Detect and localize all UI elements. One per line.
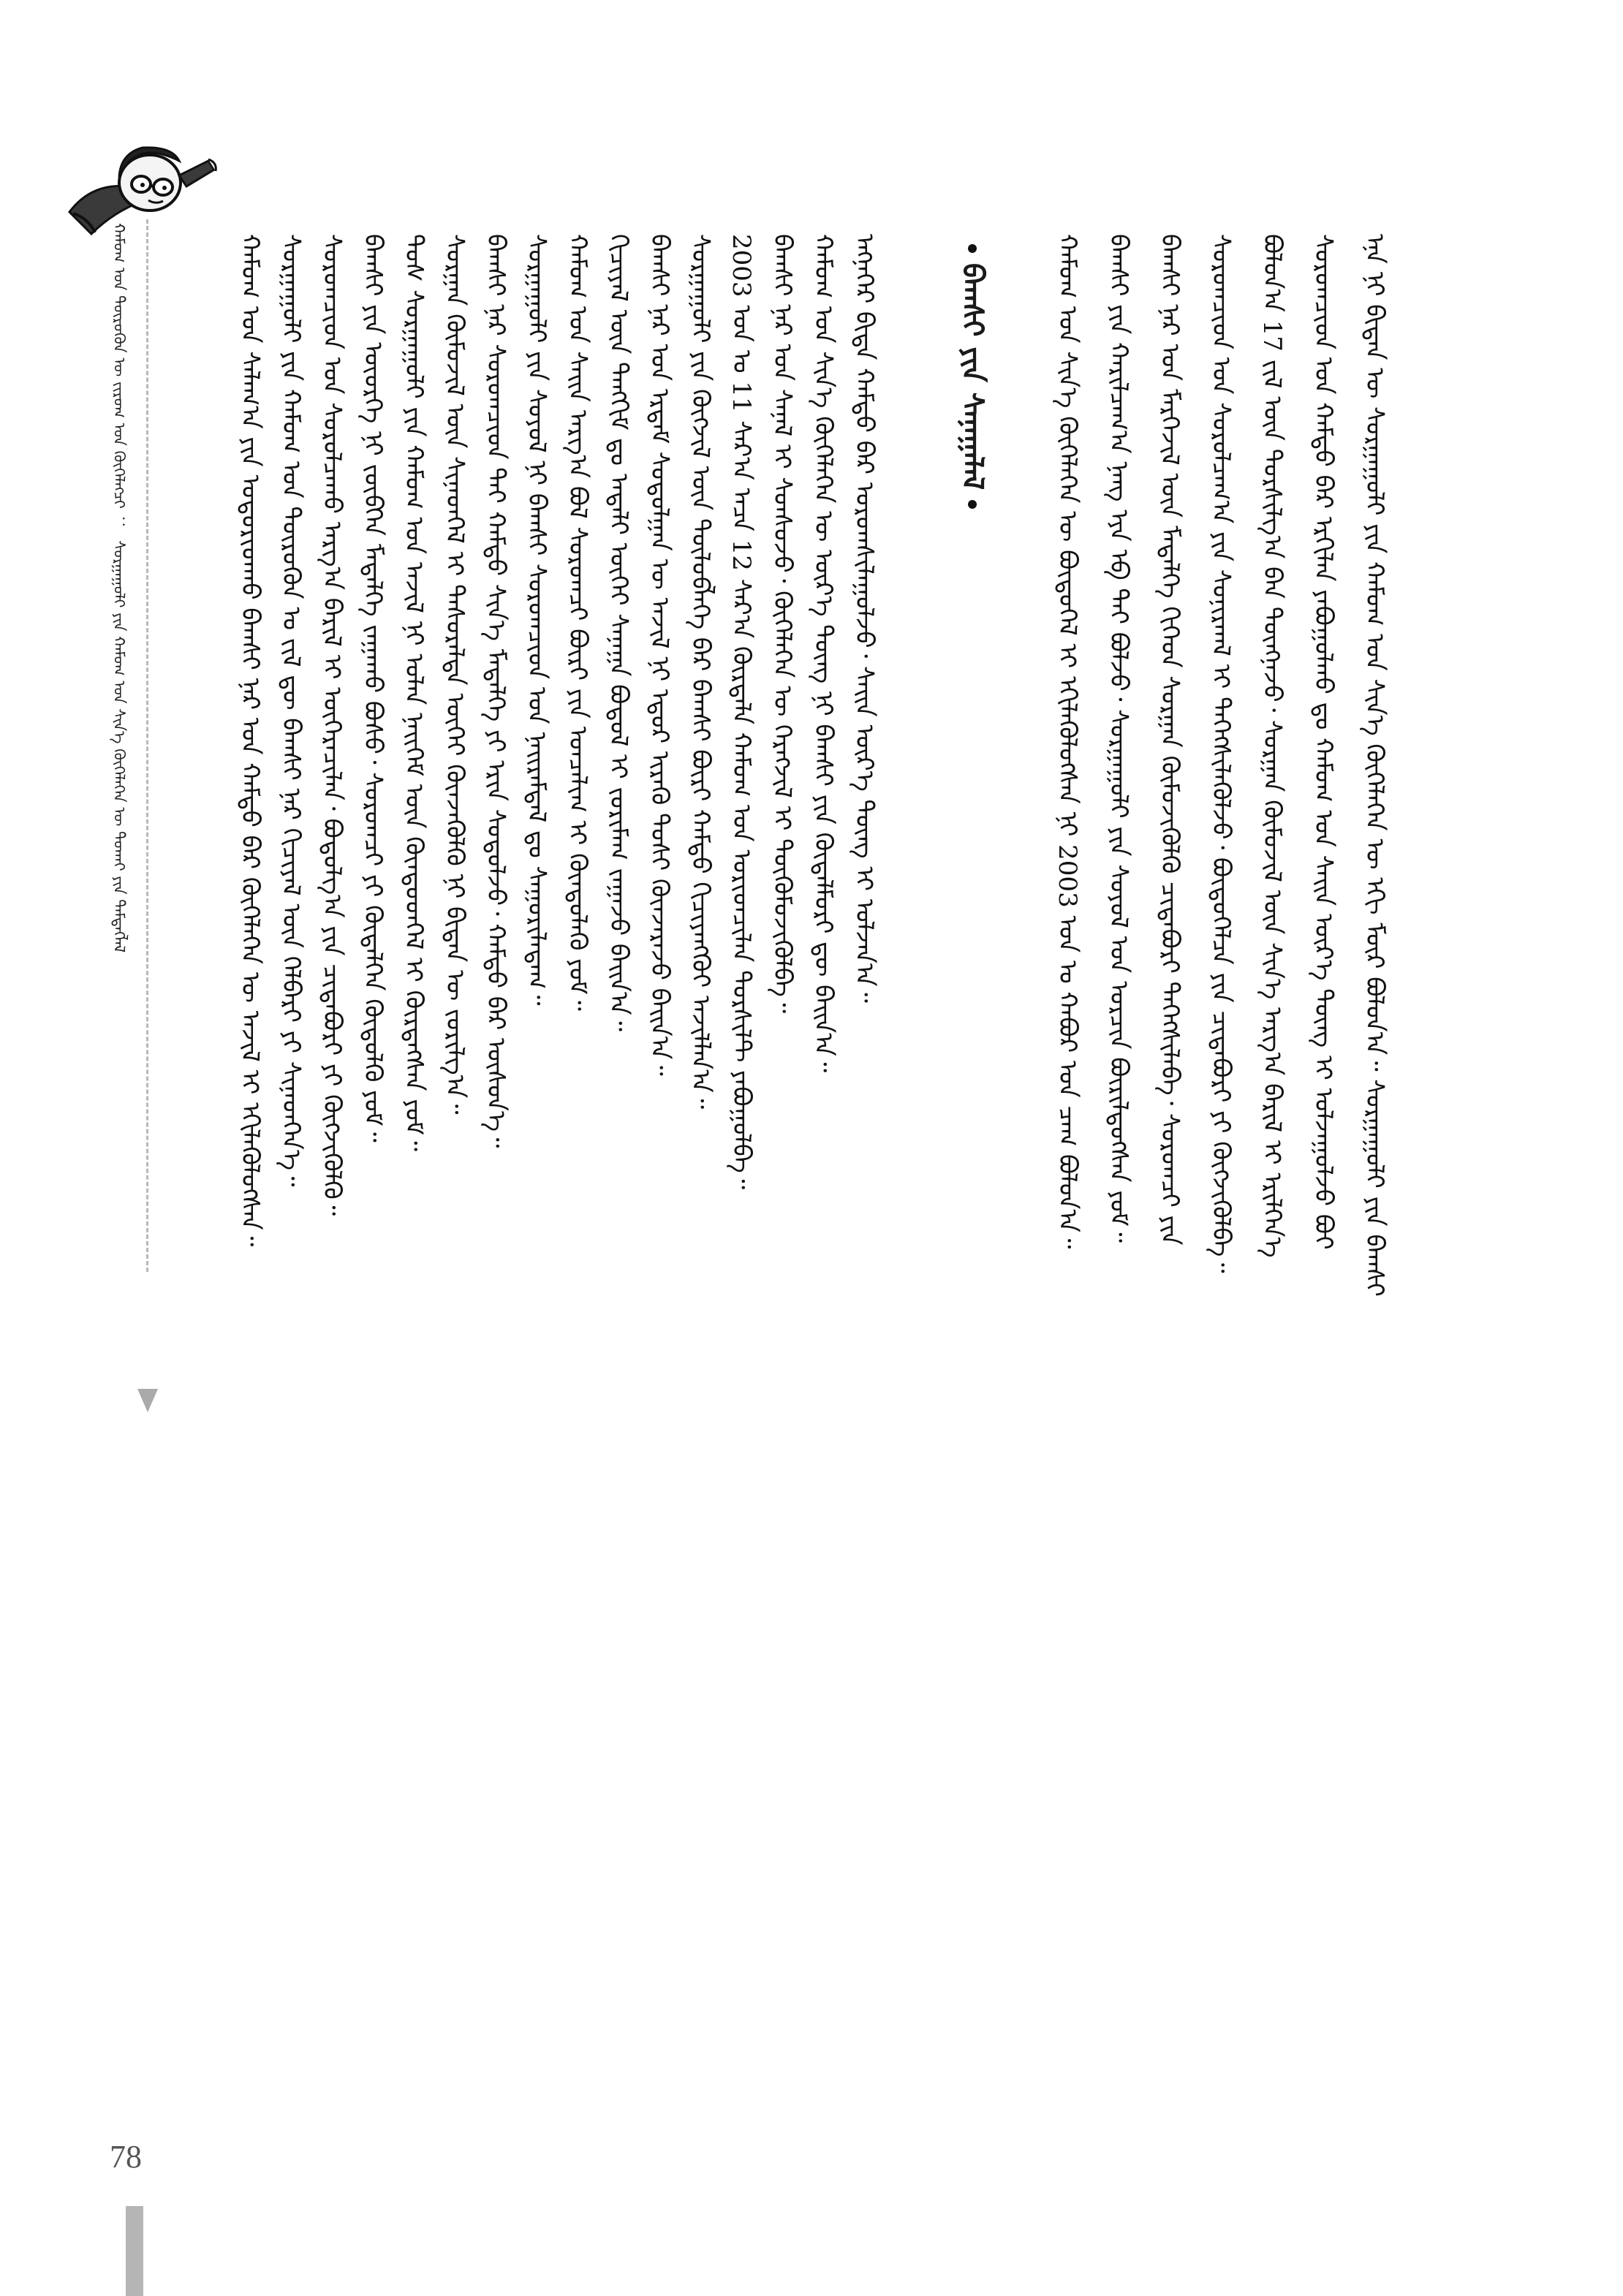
triangle-marker-icon (137, 1389, 158, 1412)
text-column: ᠡᠨᠡ ᠨᠢ ᠪᠢᠳᠡᠨ ᠦ ᠰᠤᠷᠭᠠᠭᠤᠯᠢ ᠶᠢᠨ ᠬᠠᠮᠤᠭ ᠤᠨ ᠰᠢᠨ᠎ᠡ ᠬᠥᠭᠡᠯᠡᠭᠡᠨ ᠦ ᠡᠬᠢ ᠮᠥᠷ ᠪᠣᠯᠤᠨ᠎ᠠ᠃ ᠰᠤᠷᠭᠠᠭᠤᠯᠢ ᠶᠢᠨ ᠪᠠᠭᠰᠢ (1360, 234, 1389, 1297)
text-column: ᠪᠠᠭᠰᠢ ᠨᠠᠷ ᠤᠨ ᠮᠡᠷᠭᠡᠵᠢᠯ ᠦᠨ ᠮᠡᠳᠡᠯᠭᠡ ᠬᠢᠬᠡᠳ ᠰᠤᠷᠭᠠᠨ ᠬᠦᠮᠦᠵᠢᠭᠦᠯᠬᠦ ᠴᠢᠳᠠᠪᠤᠷᠢ ᠳᠡᠭᠡᠭᠰᠢᠯᠡᠪᠡ᠂ ᠰᠤᠷᠤᠭᠴᠢ ᠶᠢᠨ (1155, 234, 1184, 1246)
section-heading (950, 234, 994, 585)
text-column: ᠪᠠᠭᠰᠢ ᠶᠢᠨ ᠬᠠᠷᠢᠯᠴᠠᠭ᠎ᠠ ᠨᠡᠩ ᠡᠶᠡ ᠡᠪ ᠲᠡᠢ ᠪᠣᠯᠵᠤ᠂ ᠰᠤᠷᠭᠠᠭᠤᠯᠢ ᠶᠢᠨ ᠰᠣᠶᠤᠯ ᠤᠨ ᠤᠷᠴᠢᠨ ᠪᠦᠷᠢᠯᠳᠦᠭᠰᠡᠨ ᠶᠤᠮ᠃ (1104, 234, 1133, 1243)
bullet-icon (968, 244, 977, 253)
text-column: ᠰᠤᠷᠤᠭᠴᠢᠳ ᠤᠨ ᠬᠠᠮᠲᠤ ᠪᠡᠷ ᠡᠷᠬᠢᠯᠡᠨ ᠶᠠᠪᠤᠭᠤᠯᠬᠤ ᠳᠤ ᠬᠠᠮᠤᠭ ᠤᠨ ᠰᠠᠢᠨ ᠦᠷ᠎ᠡ ᠳᠦᠩ ᠢ ᠣᠯᠵᠠᠭᠤᠯᠵᠤ ᠪᠣᠢ (1309, 234, 1338, 1250)
text-column: ᠰᠤᠷᠤᠭᠴᠢᠳ ᠤᠨ ᠰᠤᠷᠤᠯᠴᠠᠬᠤ ᠠᠷᠭ᠎ᠠ ᠪᠠᠷᠢᠯ ᠢ ᠥᠭᠡᠷᠡᠴᠢᠯᠡᠨ᠂ ᠪᠤᠳᠤᠯᠭ᠎ᠠ ᠶᠢᠨ ᠴᠢᠳᠠᠪᠤᠷᠢ ᠶᠢ ᠬᠥᠭᠵᠢᠭᠦᠯᠬᠦ᠃ (317, 234, 347, 1216)
running-head-subtitle: ᠰᠤᠷᠭᠠᠭᠤᠯᠢ ᠶᠢᠨ ᠬᠠᠮᠤᠭ ᠤᠨ ᠰᠢᠨ᠎ᠡ ᠬᠥᠭᠡᠯᠡᠭᠡᠨ ᠦ ᠲᠤᠬᠠᠢ ᠶᠢᠨ ᠲᠡᠮᠳᠡᠭᠯᠡᠯ (110, 540, 128, 953)
running-head-dashed-rule (146, 219, 148, 1272)
running-head-separator: ： (110, 516, 128, 533)
text-column: ᠪᠣᠯᠤᠨ᠎ᠠ 17 ᠵᠢᠯ ᠦᠨ ᠲᠤᠷᠰᠢᠯᠭ᠎ᠠ ᠪᠠᠨ ᠳᠦᠩᠨᠡᠵᠦ᠂ ᠰᠤᠷᠭᠠᠨ ᠬᠦᠮᠦᠵᠢᠯ ᠦᠨ ᠰᠢᠨ᠎ᠡ ᠠᠷᠭ᠎ᠠ ᠪᠠᠷᠢᠯ ᠢ ᠡᠷᠢᠯᠬᠡᠨ᠎ᠡ (1257, 234, 1287, 1258)
bullet-icon (968, 500, 977, 509)
text-column: ᠰᠤᠷᠤᠭᠴᠢᠳ ᠤᠨ ᠰᠤᠷᠤᠯᠴᠠᠭ᠎ᠠ ᠶᠢᠨ ᠰᠣᠨᠢᠷᠬᠠᠯ ᠢ ᠳᠡᠭᠡᠭᠰᠢᠯᠡᠭᠦᠯᠵᠦ᠂ ᠪᠦᠲᠦᠭᠡᠯᠴᠡ ᠶᠢᠨ ᠴᠢᠳᠠᠪᠤᠷᠢ ᠶᠢ ᠬᠥᠭᠵᠢᠭᠦᠯᠪᠡ᠃ (1206, 234, 1236, 1273)
text-column: ᠰᠤᠷᠭᠠᠭᠤᠯᠢ ᠶᠢᠨ ᠰᠣᠶᠤᠯ ᠨᠢ ᠪᠠᠭᠰᠢ ᠰᠤᠷᠤᠭᠴᠢᠳ ᠤᠨ ᠨᠠᠢᠷᠠᠮᠳᠠᠯ ᠳᠤ ᠰᠠᠭᠤᠷᠢᠯᠠᠳᠠᠭ᠃ (522, 234, 551, 1006)
text-column: ᠬᠠᠮᠤᠭ ᠤᠨ ᠰᠢᠨ᠎ᠡ ᠬᠥᠭᠡᠯᠡᠭᠡᠨ ᠦ ᠪᠦᠲᠦᠭᠡᠯ ᠢ ᠡᠬᠢᠯᠡᠭᠦᠯᠦᠭᠰᠡᠨ ᠨᠢ 2003 ᠣᠨ ᠤ ᠬᠠᠪᠤᠷ ᠤᠨ ᠴᠠᠭ ᠪᠣᠯᠤᠨ᠎ᠠ᠃ (1053, 234, 1082, 1249)
text-column: ᠰᠤᠷᠭᠠᠨ ᠬᠦᠮᠦᠵᠢᠯ ᠦᠨ ᠰᠢᠨᠡᠳᠭᠡᠯ ᠢ ᠲᠠᠰᠤᠷᠠᠯᠲᠠ ᠦᠭᠡᠢ ᠭᠦᠨᠵᠡᠭᠦᠯᠬᠦ ᠨᠢ ᠪᠢᠳᠡᠨ ᠦ ᠵᠣᠷᠢᠯᠭ᠎ᠠ᠃ (440, 234, 469, 1115)
text-column: ᠪᠠᠭᠰᠢ ᠶᠢᠨ ᠦᠦᠷᠭᠡ ᠨᠢ ᠵᠥᠪᠬᠡᠨ ᠮᠡᠳᠡᠯᠭᠡ ᠵᠠᠭᠠᠬᠤ ᠪᠤᠰᠤ᠂ ᠰᠤᠷᠤᠭᠴᠢ ᠶᠢ ᠬᠥᠳᠡᠯᠭᠡᠨ ᠬᠥᠲᠦᠯᠬᠦ ᠶᠤᠮ᠃ (358, 234, 387, 1143)
text-column: ᠬᠠᠮᠤᠭ ᠤᠨ ᠰᠢᠨ᠎ᠡ ᠬᠥᠭᠡᠯᠡᠭᠡᠨ ᠦ ᠦᠷ᠎ᠡ ᠳᠦᠩ ᠨᠢ ᠪᠠᠭᠰᠢ ᠶᠢᠨ ᠬᠥᠳᠡᠯᠮᠦᠷᠢ ᠳᠦ ᠪᠠᠢᠨ᠎ᠠ᠃ (809, 234, 838, 1073)
section-heading-text: ᠪᠠᠭᠰᠢ ᠶᠢᠨ ᠰᠠᠨᠠᠭᠠᠯᠠᠯ (956, 263, 990, 490)
text-column: 2003 ᠣᠨ ᠤ 11 ᠰᠠᠷ᠎ᠠ ᠠᠴᠠ 12 ᠰᠠᠷ᠎ᠠ ᠬᠦᠷᠲᠡᠯᠡ ᠬᠠᠮᠤᠭ ᠤᠨ ᠤᠷᠢᠳᠴᠢᠯᠠᠨ ᠲᠤᠷᠰᠢᠯᠲ ᠶᠠᠪᠤᠭᠤᠯᠪᠠ᠃ (727, 234, 756, 1190)
text-column: ᠪᠠᠭᠰᠢ ᠨᠠᠷ ᠤᠨ ᠡᠷᠳᠡᠮ ᠰᠤᠳᠤᠯᠭᠠᠨ ᠦ ᠠᠵᠢᠯ ᠨᠢ ᠡᠳᠦᠷ ᠢᠷᠡᠬᠦ ᠲᠤᠰᠢ ᠭᠦᠨᠵᠡᠷᠡᠵᠦ ᠪᠠᠢᠨ᠎ᠠ᠃ (645, 234, 674, 1076)
running-head-title: ᠬᠠᠮᠤᠭ ᠤᠨ ᠲᠦᠷᠦᠭᠦᠨ ᠦ ᠵᠢᠷᠤᠭ ᠤᠨ ᠬᠥᠭᠡᠯᠡᠭᠴᠢ (110, 223, 128, 509)
text-column: ᠬᠠᠮᠤᠭ ᠤᠨ ᠰᠠᠯᠠᠭ᠎ᠠ ᠶᠢᠨ ᠤᠳᠤᠷᠢᠳᠬᠤ ᠪᠠᠭᠰᠢ ᠨᠠᠷ ᠤᠨ ᠬᠠᠮᠲᠤ ᠪᠡᠷ ᠬᠥᠭᠡᠯᠡᠭᠡᠨ ᠦ ᠠᠵᠢᠯ ᠢ ᠡᠬᠢᠯᠡᠭᠦᠯᠦᠭᠰᠡᠨ᠃ (235, 234, 265, 1247)
text-column: ᠰᠤᠷᠭᠠᠭᠤᠯᠢ ᠶᠢᠨ ᠬᠠᠮᠤᠭ ᠤᠨ ᠲᠦᠷᠦᠭᠦᠨ ᠤ ᠵᠢᠯ ᠳᠦ ᠪᠠᠭᠰᠢ ᠨᠠᠷ ᠬᠢᠴᠢᠶᠡᠯ ᠦᠨ ᠬᠡᠯᠪᠡᠷᠢ ᠶᠢ ᠰᠢᠨᠡᠳᠭᠡᠨ᠎ᠡ᠃ (276, 234, 306, 1187)
text-column: ᠪᠠᠭᠰᠢ ᠨᠠᠷ ᠤᠨ ᠰᠠᠨᠠᠯ ᠢ ᠰᠣᠨᠰᠤᠵᠤ᠂ ᠬᠥᠭᠡᠯᠡᠭᠡᠨ ᠦ ᠬᠡᠷᠡᠭᠵᠢᠯ ᠢ ᠳᠦᠭᠦᠮᠦᠵᠢᠭᠦᠯᠪᠡ᠃ (768, 234, 797, 1014)
page-edge-bar (126, 2206, 143, 2296)
text-column: ᠰᠤᠷᠭᠠᠭᠤᠯᠢ ᠶᠢᠨ ᠬᠥᠭᠵᠢᠯ ᠦᠨ ᠲᠥᠯᠦᠪᠯᠡᠭᠡ ᠪᠠᠷ ᠪᠠᠭᠰᠢ ᠪᠦᠷᠢ ᠬᠠᠮᠲᠤ ᠬᠢᠴᠢᠶᠡᠩᠭᠦᠢ ᠠᠵᠢᠯᠯᠠᠨ᠎ᠠ᠃ (686, 234, 715, 1110)
text-column: ᠲᠤᠰ ᠰᠤᠷᠭᠠᠭᠤᠯᠢ ᠶᠢᠨ ᠬᠠᠮᠤᠭ ᠤᠨ ᠠᠵᠢᠯ ᠨᠢ ᠣᠯᠠᠨ ᠨᠡᠢᠭᠡᠮ ᠦᠨ ᠬᠦᠨᠳᠦᠳᠬᠡᠯ ᠢ ᠬᠦᠷᠲᠡᠭᠰᠡᠨ ᠶᠤᠮ᠃ (399, 234, 428, 1152)
text-column: ᠬᠢᠴᠢᠶᠡᠯ ᠦᠨ ᠲᠠᠩᠬᠢᠮ ᠳᠤ ᠠᠳᠠᠯᠢ ᠦᠭᠡᠢ ᠰᠠᠨᠠᠭᠠ ᠪᠣᠳᠤᠯ ᠢ ᠵᠣᠷᠢᠮᠠᠭ ᠵᠠᠭᠠᠵᠤ ᠪᠠᠢᠨ᠎ᠠ᠃ (604, 234, 633, 1031)
text-column: ᠬᠠᠮᠤᠭ ᠤᠨ ᠰᠠᠢᠨ ᠠᠷᠭ᠎ᠠ ᠪᠣᠯ ᠰᠤᠷᠤᠭᠴᠢ ᠪᠦᠷᠢ ᠶᠢᠨ ᠣᠨᠴᠠᠯᠢᠭ ᠢ ᠬᠦᠨᠳᠦᠯᠡᠬᠦ ᠶᠤᠮ᠃ (563, 234, 592, 1011)
page-number: 78 (110, 2139, 142, 2175)
running-head (106, 223, 141, 1290)
text-column: ᠪᠠᠭᠰᠢ ᠨᠠᠷ ᠰᠤᠷᠤᠭᠴᠢᠳ ᠲᠠᠢ ᠬᠠᠮᠲᠤ ᠰᠢᠨ᠎ᠡ ᠮᠡᠳᠡᠯᠭᠡ ᠶᠢ ᠡᠷᠢᠨ ᠰᠤᠳᠤᠯᠵᠤ᠂ ᠬᠠᠮᠲᠤ ᠪᠡᠷ ᠥᠰᠦᠨ᠎ᠡ᠃ (481, 234, 510, 1148)
text-column: ᠡᠩᠨᠡᠭᠡᠷ ᠪᠢᠳᠡ ᠬᠠᠮᠲᠤ ᠪᠡᠷ ᠤᠷᠤᠭᠰᠢᠯᠠᠭᠤᠯᠵᠤ᠂ ᠰᠠᠢᠨ ᠦᠷ᠎ᠡ ᠳᠦᠩ ᠢ ᠣᠯᠵᠠᠨ᠎ᠠ᠃ (850, 234, 879, 1003)
